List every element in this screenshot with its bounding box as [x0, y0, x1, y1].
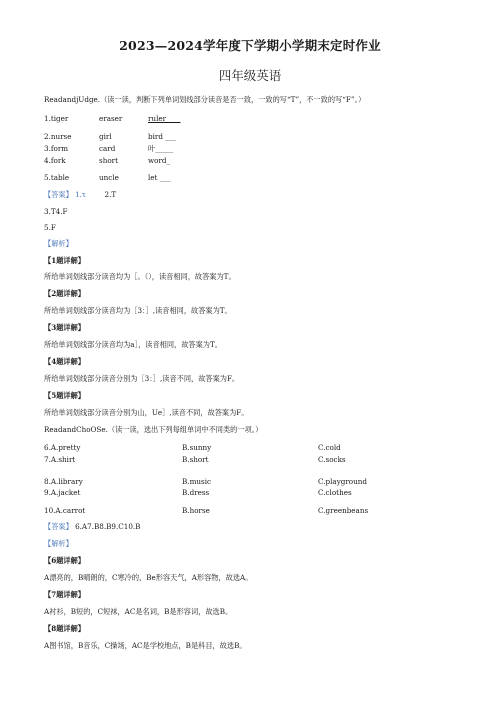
option-b: B.horse: [182, 506, 210, 515]
answer-label: 【答案】: [44, 190, 73, 199]
option-a: 8.A.library: [44, 477, 83, 486]
row-word-1: 4.fork: [44, 156, 66, 165]
detail-heading: 【7题详解】: [44, 590, 85, 599]
row-word-3: word_: [148, 156, 171, 165]
section2-instruction: ReadandChoOSe.（读一读，选出下列每组单词中不同类的一项。）: [44, 425, 263, 434]
row-word-2: eraser: [99, 114, 123, 123]
answer-value: 3.T4.F: [44, 207, 68, 216]
row-word-1: 1.tiger: [44, 114, 69, 123]
document-title: 2023—2024学年度下学期小学期末定时作业: [119, 38, 381, 53]
detail-heading: 【5题详解】: [44, 391, 85, 400]
detail-text: A漂亮的，B晴朗的，C寒冷的，Be形容天气，A形容物，故选A。: [44, 573, 253, 582]
row-word-2: card: [99, 144, 116, 153]
option-b: B.dress: [182, 488, 210, 497]
row-word-2: short: [99, 156, 118, 165]
detail-text: A图书馆，B音乐，C操场，AC是学校地点，B是科目，故选B。: [44, 641, 247, 650]
option-b: B.short: [182, 455, 209, 464]
analysis-label: 【解析】: [44, 239, 73, 248]
detail-text: 所给单词划线部分读音均为［3：］,读音相同，故答案为T。: [44, 306, 232, 315]
option-c: C.clothes: [318, 488, 352, 497]
detail-heading: 【3题详解】: [44, 323, 85, 332]
detail-text: 所给单词划线部分读音均为［。（），读音相同，故答案为T。: [44, 272, 236, 281]
detail-heading: 【8题详解】: [44, 624, 85, 633]
detail-text: 所给单词划线部分读音分别为［3：］,读音不同，故答案为F。: [44, 374, 240, 383]
row-word-3: ruler____: [148, 114, 181, 123]
detail-heading: 【6题详解】: [44, 556, 85, 565]
option-c: C.playground: [318, 477, 367, 486]
answer-value: 5.F: [44, 223, 56, 232]
answer-value: 6.A7.B8.B9.C10.B: [75, 522, 141, 531]
detail-heading: 【1题详解】: [44, 256, 85, 265]
row-word-2: girl: [99, 132, 112, 141]
detail-text: A衬衫，B短的，C短袜，AC是名词，B是形容词，故选B。: [44, 607, 233, 616]
detail-text: 所给单词划线部分读音均为a］，读音相同，故答案为T。: [44, 340, 222, 349]
option-b: B.sunny: [182, 443, 212, 452]
option-a: 6.A.pretty: [44, 443, 81, 452]
option-a: 7.A.shirt: [44, 455, 76, 464]
row-word-3: 叶_____: [148, 144, 174, 153]
section1-instruction: ReadandjUdge.（读一读，判断下列单词划线部分读音是否一致，一致的写“T”，不一致的写“F”。）: [44, 95, 366, 104]
row-word-1: 3.form: [44, 144, 69, 153]
document-subtitle: 四年级英语: [218, 68, 282, 83]
row-word-2: uncle: [99, 173, 119, 182]
row-word-1: 5.table: [44, 173, 70, 182]
row-word-3: bird ___: [148, 132, 177, 141]
row-word-3: let ___: [148, 173, 171, 182]
detail-heading: 【4题详解】: [44, 357, 85, 366]
option-c: C.greenbeans: [318, 506, 369, 515]
option-a: 10.A.carrot: [44, 506, 86, 515]
row-word-1: 2.nurse: [44, 132, 72, 141]
option-b: B.music: [182, 477, 212, 486]
answer-value: 2.T: [104, 190, 117, 199]
answer-label: 【答案】: [44, 522, 73, 531]
detail-text: 所给单词划线部分读音分别为山，Ue］,读音不同，故答案为F。: [44, 408, 249, 417]
detail-heading: 【2题详解】: [44, 289, 85, 298]
answer-line: [44, 522, 140, 531]
answer-value: 1.τ: [75, 190, 86, 199]
option-c: C.socks: [318, 455, 346, 464]
analysis-label: 【解析】: [44, 539, 73, 548]
option-c: C.cold: [318, 443, 341, 452]
option-a: 9.A.jacket: [44, 488, 81, 497]
answer-line: [44, 190, 116, 199]
